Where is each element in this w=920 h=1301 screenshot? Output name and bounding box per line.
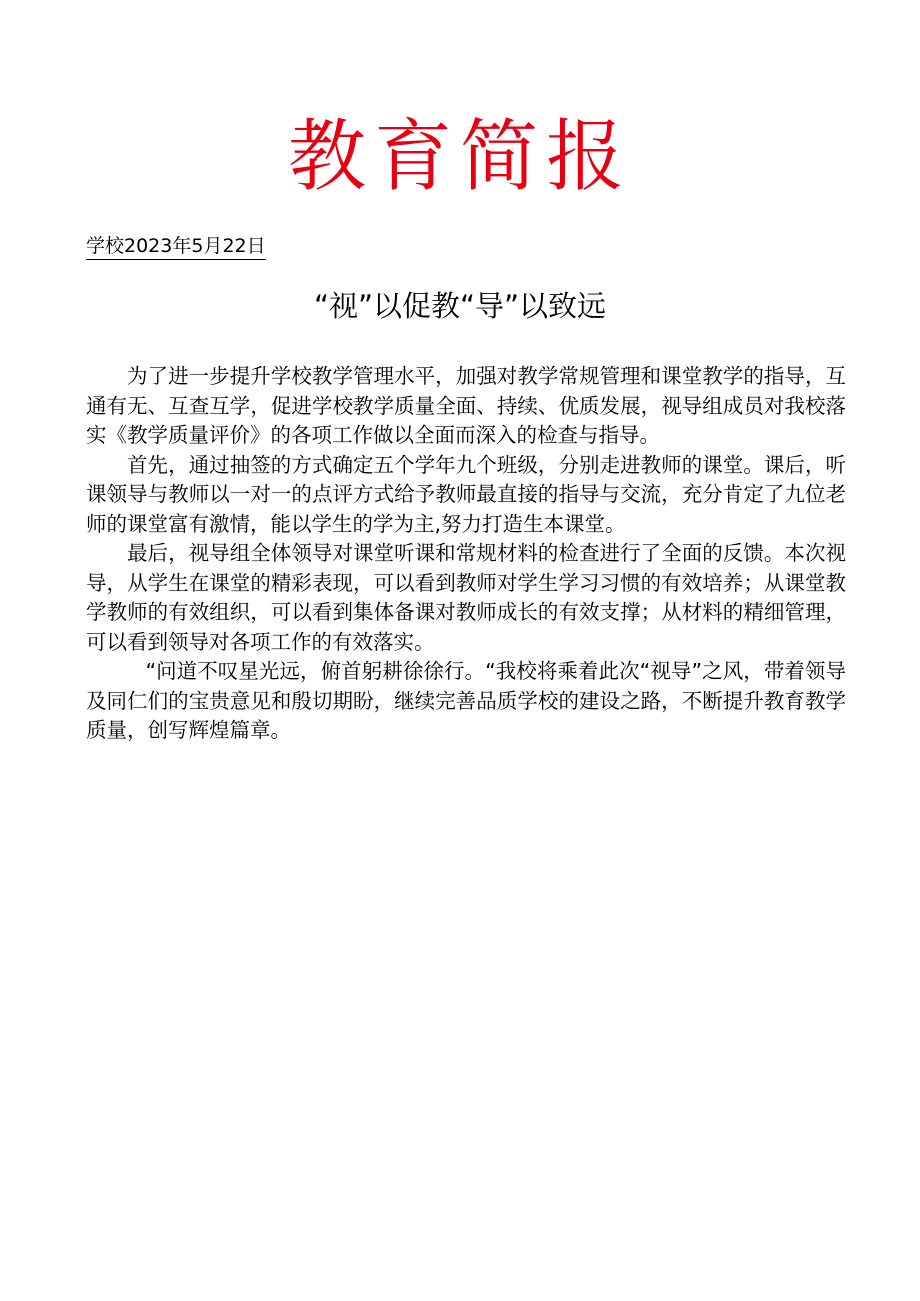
paragraph-2: 首先，通过抽签的方式确定五个学年九个班级，分别走进教师的课堂。课后，听课领导与教师以一对一的点评方式给予教师最直接的指导与交流，充分肯定了九位老师的课堂富有激情，能以学生的学为主,努力打造生本课堂。: [86, 452, 846, 536]
paragraph-4: “问道不叹星光远，俯首躬耕徐徐行。“我校将乘着此次“视导”之风，带着领导及同仁们的宝贵意见和殷切期盼，继续完善品质学校的建设之路，不断提升教育教学质量，创写辉煌篇章。: [86, 659, 846, 742]
dateline: 学校2023年5月22日: [86, 233, 266, 260]
article-title: “视”以促教“导”以致远: [313, 289, 607, 323]
paragraph-3: 最后，视导组全体领导对课堂听课和常规材料的检查进行了全面的反馈。本次视导，从学生在课堂的精彩表现，可以看到教师对学生学习习惯的有效培养；从课堂教学教师的有效组织，可以看到集体备课对教师成长的有效支撑；从材料的精细管理，可以看到领导对各项工作的有效落实。: [86, 541, 846, 654]
masthead-title: 教育简报: [287, 112, 632, 202]
paragraph-1: 为了进一步提升学校教学管理水平，加强对教学常规管理和课堂教学的指导，互通有无、互查互学，促进学校教学质量全面、持续、优质发展，视导组成员对我校落实《教学质量评价》的各项工作做以全面而深入的检查与指导。: [86, 364, 846, 447]
article-body: [86, 362, 846, 746]
